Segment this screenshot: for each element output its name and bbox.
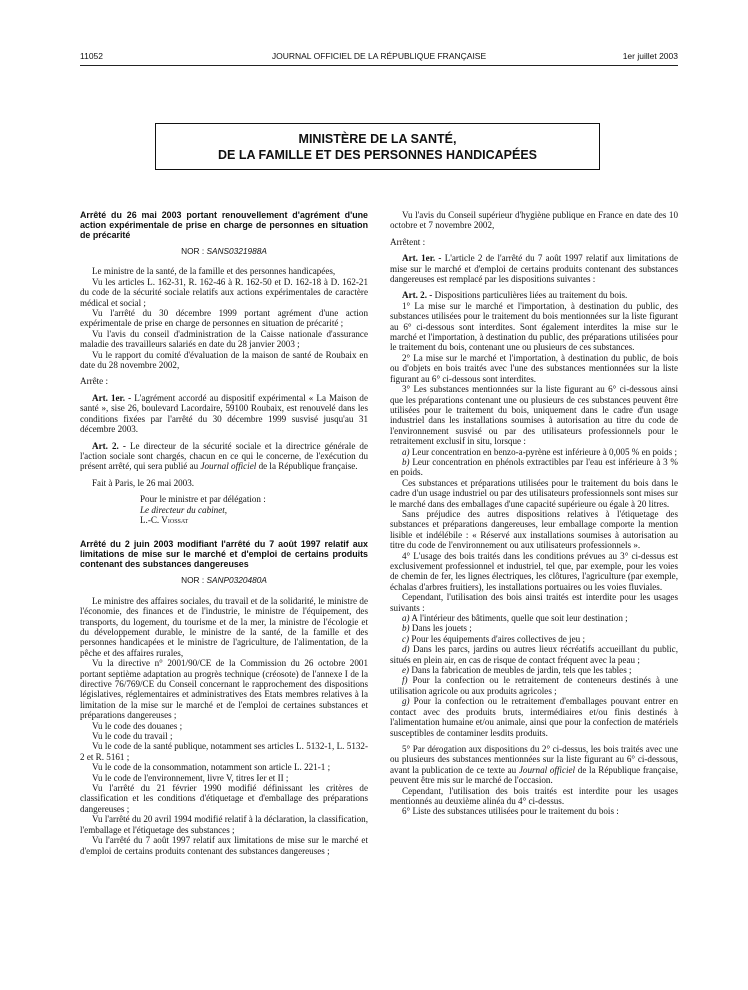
running-header xyxy=(80,51,678,63)
right-column xyxy=(390,210,678,817)
list-item xyxy=(390,447,678,457)
list-item xyxy=(390,613,678,623)
decree-1-nor xyxy=(80,246,368,256)
article-text: de la République française. xyxy=(258,461,358,472)
paragraph: Vu le code des douanes ; xyxy=(92,720,183,731)
issue-date: 1er juillet 2003 xyxy=(622,51,678,61)
decree-2-title: Arrêté du 2 juin 2003 modifiant l'arrêté du 7 août 1997 relatif aux limitations de mise sur le marché et d'emploi de certains produits contenant des substances dangereuses xyxy=(80,539,368,570)
item-label: c) xyxy=(402,633,410,644)
item-label: b) xyxy=(402,623,410,634)
paragraph: Vu l'arrêté du 20 avril 1994 modifié relatif à la déclaration, la classification, l'emballage et l'étiquetage des substances ; xyxy=(80,814,368,835)
item-text: A l'intérieur des bâtiments, quelle que soit leur destination ; xyxy=(411,613,628,624)
item-label: g) xyxy=(402,696,410,707)
paragraph: 1° La mise sur le marché et l'importation, à destination du public, des substances utilisées pour le traitement du bois mentionnées sur la liste figurant au 6° ci-dessous sont interdites. Sont également interdites la mise sur le marché et l'importation, à destination du public, des préparations utilisées pour le traitement du bois, contenant une ou plusieurs de ces substances. xyxy=(390,300,678,353)
paragraph: Sans préjudice des autres dispositions relatives à l'étiquetage des substances et préparations dangereuses, leur emballage comporte la mention lisible et indélébile : « Réservé aux installations soumises à autorisation au titre du code de l'environnement ou aux utilisateurs professionnels ». xyxy=(390,508,678,551)
nor-code: SANS0321988A xyxy=(206,246,267,256)
article-label: Art. 2. - xyxy=(402,290,433,301)
item-text: Leur concentration en benzo-a-pyrène est inférieure à 0,005 % en poids ; xyxy=(411,446,677,457)
paragraph: Vu le code de l'environnement, livre V, titres Ier et II ; xyxy=(92,772,289,783)
paragraph: Vu le code de la consommation, notamment son article L. 221-1 ; xyxy=(92,762,331,773)
signature-line: Pour le ministre et par délégation : xyxy=(140,494,266,505)
paragraph: Le ministre de la santé, de la famille et des personnes handicapées, xyxy=(92,266,336,277)
article-text: L'article 2 de l'arrêté du 7 août 1997 relatif aux limitations de mise sur le marché et d'emploi de certains produits contenant des substances dangereuses est remplacé par les dispositions suivantes : xyxy=(390,253,678,285)
item-label: b) xyxy=(402,456,410,467)
paragraph: 4° L'usage des bois traités dans les conditions prévues au 3° ci-dessus est exclusivement professionnel et industriel, tel que, par exemple, pour les voies de chemin de fer, les lignes électriques, les clôtures, l'agriculture (par exemple, échalas d'arbres fruitiers), les installations portuaires ou les voies fluviales. xyxy=(390,550,678,592)
decree-1-title: Arrêté du 26 mai 2003 portant renouvellement d'agrément d'une action expérimentale de prise en charge de personnes en situation de précarité xyxy=(80,210,368,240)
journal-ref: Journal officiel xyxy=(518,764,576,775)
paragraph: Le ministre des affaires sociales, du travail et de la solidarité, le ministre de l'économie, des finances et de l'industrie, le ministre de l'équipement, des transports, du logement, du tourisme et de la mer, la ministre de l'écologie et du développement durable, le ministre de la santé, de la famille et des personnes handicapées et le ministre de l'agriculture, de l'alimentation, de la pêche et des affaires rurales, xyxy=(80,595,368,658)
paragraph: 2° La mise sur le marché et l'importation, à destination du public, de bois ou d'objets en bois traités avec l'une des substances mentionnées sur la liste figurant au 6° ci-dessous sont interdites. xyxy=(390,352,678,384)
list-item xyxy=(390,634,678,644)
signature-name: L.-C. Viossat xyxy=(140,514,189,525)
list-item xyxy=(390,457,678,478)
nor-code: SANP0320480A xyxy=(206,575,267,586)
para-text: 5° Par dérogation aux dispositions du 2° ci-dessus, les bois traités avec une ou plusieurs des substances mentionnées sur la liste figurant au 6° ci-dessous, avant la publication de ce texte au xyxy=(390,743,678,775)
item-text: Dans la fabrication de meubles de jardin, tels que les tables ; xyxy=(411,665,632,676)
paragraph: Vu l'avis du conseil d'administration de la Caisse nationale d'assurance maladie des travailleurs salariés en date du 28 janvier 2003 ; xyxy=(80,328,368,350)
paragraph: Ces substances et préparations utilisées pour le traitement du bois dans le cadre d'un usage industriel ou par des utilisateurs professionnels sont mises sur le marché dans des emballages d'une capacité supérieure ou égale à 20 litres. xyxy=(390,477,678,509)
signature-role-text: Le directeur du cabinet, xyxy=(140,504,228,515)
paragraph: 3° Les substances mentionnées sur la liste figurant au 6° ci-dessous ainsi que les préparations contenant une ou plusieurs de ces substances peuvent être utilisées pour le traitement du bois, uniquement dans le cadre d'un usage industriel dans les installations soumises à autorisation au titre du code de l'environnement susvisé ou par des utilisateurs professionnels pour le retraitement exclusif in situ, lorsque : xyxy=(390,384,678,447)
article-2 xyxy=(80,441,368,472)
item-label: e) xyxy=(402,665,410,676)
item-text: Dans les parcs, jardins ou autres lieux récréatifs accueillant du public, situés en plein air, en cas de risque de contact fréquent avec la peau ; xyxy=(390,644,678,665)
paragraph: Vu le code du travail ; xyxy=(92,731,173,742)
paragraph xyxy=(390,744,678,786)
item-text: Pour les équipements d'aires collectives de jeu ; xyxy=(411,633,585,644)
item-text: Dans les jouets ; xyxy=(411,623,472,634)
done-at: Fait à Paris, le 26 mai 2003. xyxy=(92,477,195,488)
decree-2-nor xyxy=(80,575,368,585)
page-number: 11052 xyxy=(80,51,104,61)
signature-role xyxy=(80,505,368,515)
list-item xyxy=(390,696,678,738)
list-item xyxy=(390,675,678,696)
article-text: L'agrément accordé au dispositif expérimental « La Maison de santé », sise 26, boulevard Lacordaire, 59100 Roubaix, est renouvelé dans les conditions fixées par l'arrêté du 30 décembre 1999 susvisé jusqu'au 31 décembre 2003. xyxy=(80,392,368,435)
article-1 xyxy=(390,253,678,284)
item-text: Leur concentration en phénols extractibles par l'eau est inférieure à 3 % en poids. xyxy=(390,456,678,478)
paragraph: Vu le rapport du comité d'évaluation de la maison de santé de Roubaix en date du 28 novembre 2002, xyxy=(80,349,368,371)
left-column xyxy=(80,210,368,856)
paragraph: Vu l'arrêté du 21 février 1990 modifié définissant les critères de classification et les conditions d'étiquetage et d'emballage des préparations dangereuses ; xyxy=(80,783,368,814)
article-1 xyxy=(80,393,368,435)
journal-title: JOURNAL OFFICIEL DE LA RÉPUBLIQUE FRANÇAISE xyxy=(271,51,487,61)
item-text: Pour la confection ou le retraitement d'emballages pouvant entrer en contact avec des produits bruts, intermédiaires et/ou finis destinés à l'alimentation humaine et/ou animale, ainsi que pour la confection de matériels susceptibles de contaminer lesdits produits. xyxy=(390,696,678,738)
paragraph: Vu la directive n° 2001/90/CE de la Commission du 26 octobre 2001 portant septième adaptation au progrès technique (créosote) de l'annexe I de la directive 76/769/CE du Conseil concernant le rapprochement des dispositions législatives, réglementaires et administratives des Etats membres relatives à la limitation de la mise sur le marché et de l'emploi de certaines substances et préparations dangereuses ; xyxy=(80,658,368,721)
paragraph: Vu les articles L. 162-31, R. 162-46 à R. 162-50 et D. 162-18 à D. 162-21 du code de la sécurité sociale relatifs aux actions expérimentales de caractère médical et social ; xyxy=(80,276,368,308)
para-text: de la République française, peuvent être mis sur le marché de l'occasion. xyxy=(390,764,678,786)
item-label: a) xyxy=(402,613,410,624)
journal-ref: Journal officiel xyxy=(200,461,257,472)
list-item xyxy=(390,665,678,675)
article-text: Dispositions particulières liées au traitement du bois. xyxy=(434,290,628,301)
item-label: d) xyxy=(402,644,410,655)
paragraph: 6° Liste des substances utilisées pour le traitement du bois : xyxy=(402,806,619,817)
paragraph: Vu l'arrêté du 30 décembre 1999 portant agrément d'une action expérimentale de prise en charge de personnes en situation de précarité ; xyxy=(80,308,368,329)
article-text: Le directeur de la sécurité sociale et la directrice générale de l'action sociale sont chargés, chacun en ce qui le concerne, de l'exécution du présent arrêté, qui sera publié au xyxy=(80,440,369,472)
item-label: f) xyxy=(402,675,408,686)
header-rule xyxy=(80,65,678,66)
paragraph: Cependant, l'utilisation des bois ainsi traités est interdite pour les usages suivants : xyxy=(390,592,678,613)
list-item xyxy=(390,623,678,633)
article-label: Art. 1er. - xyxy=(402,253,442,264)
article-2 xyxy=(390,290,678,300)
item-label: a) xyxy=(402,446,410,457)
paragraph: Vu l'arrêté du 7 août 1997 relatif aux limitations de mise sur le marché et d'emploi de certains produits contenant des substances dangereuses ; xyxy=(80,835,368,856)
list-item xyxy=(390,644,678,665)
ministry-line-1: MINISTÈRE DE LA SANTÉ, xyxy=(298,132,457,146)
nor-label: NOR : xyxy=(181,246,205,256)
paragraph: Vu l'avis du Conseil supérieur d'hygiène publique en France en date des 10 octobre et 7 novembre 2002, xyxy=(390,210,678,231)
article-label: Art. 2. - xyxy=(92,440,126,451)
nor-label: NOR : xyxy=(181,575,205,586)
arretent-label: Arrêtent : xyxy=(390,236,426,247)
article-label: Art. 1er. - xyxy=(92,392,132,403)
item-text: Pour la confection ou le retraitement de conteneurs destinés à une utilisation agricole ou aux produits agricoles ; xyxy=(390,675,678,696)
arrete-label: Arrête : xyxy=(80,376,109,387)
ministry-line-2: DE LA FAMILLE ET DES PERSONNES HANDICAPÉES xyxy=(217,148,538,162)
ministry-heading xyxy=(155,123,600,170)
paragraph: Cependant, l'utilisation des bois traités est interdite pour les usages mentionnés au deuxième alinéa du 4° ci-dessus. xyxy=(390,785,678,806)
paragraph: Vu le code de la santé publique, notamment ses articles L. 5132-1, L. 5132-2 et R. 5161 ; xyxy=(80,741,368,762)
